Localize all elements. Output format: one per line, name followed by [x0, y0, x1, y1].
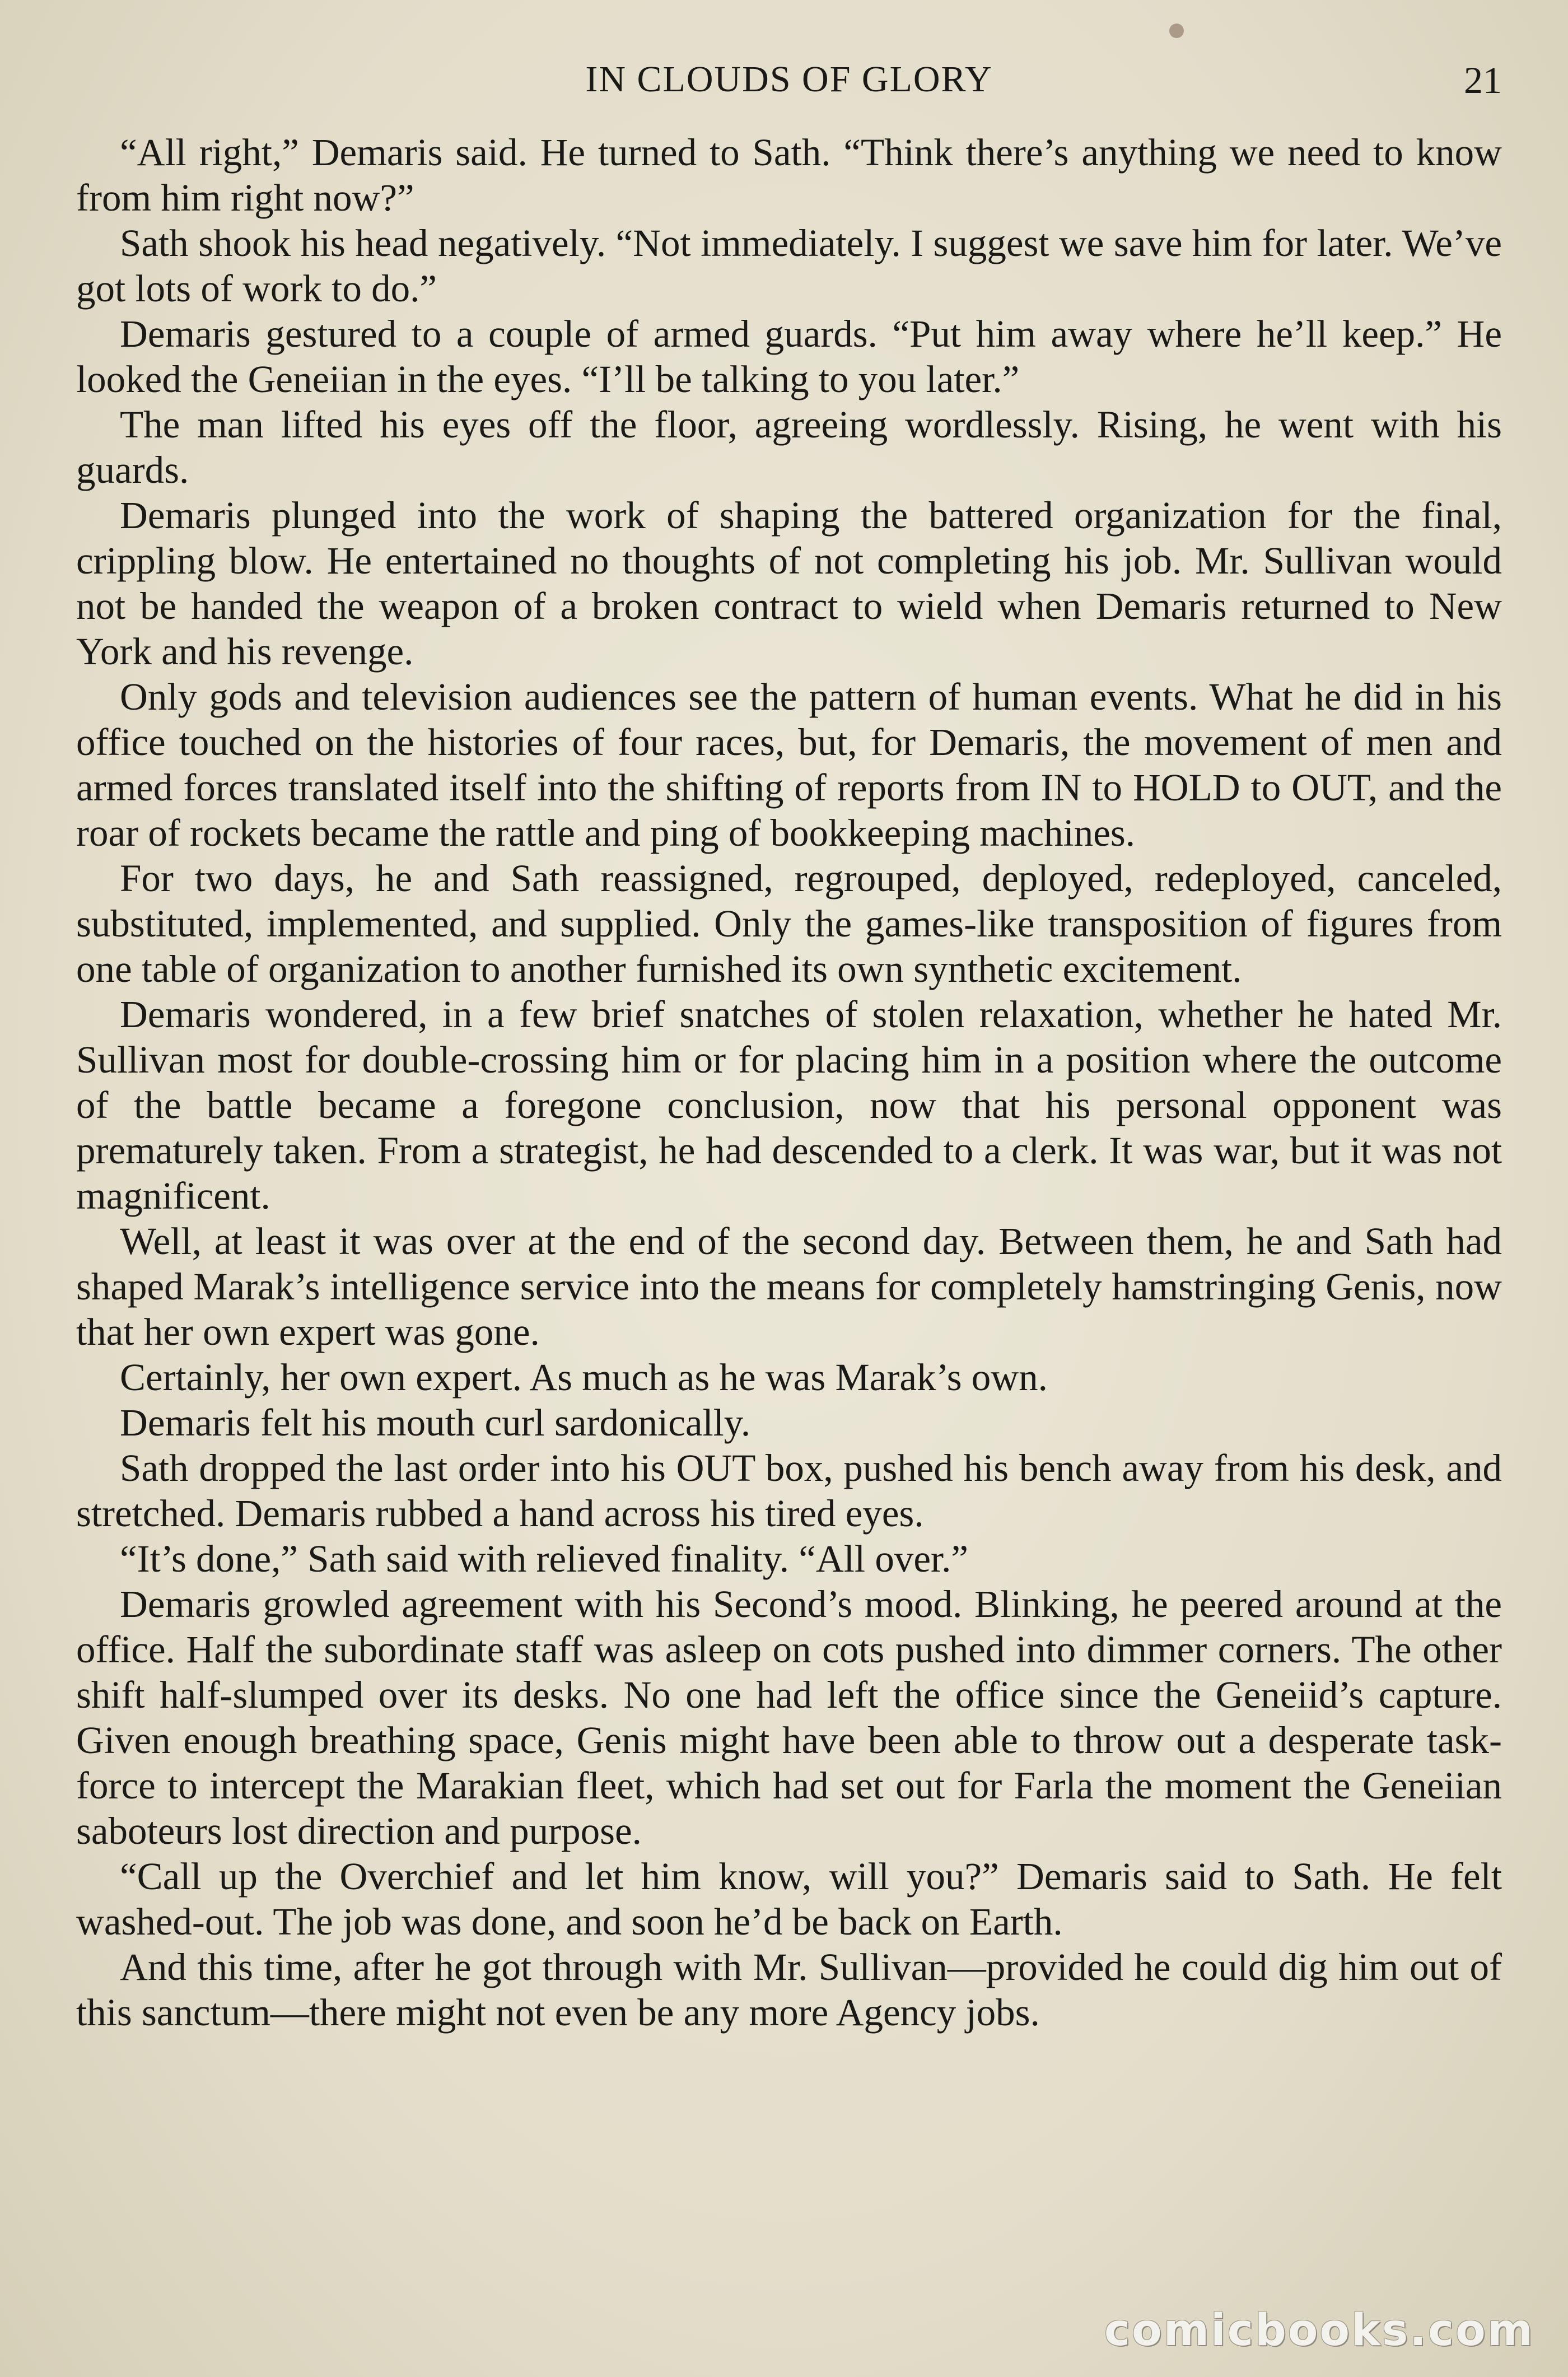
page-header [76, 58, 1502, 109]
body-text [76, 130, 1502, 2035]
paragraph: Demaris plunged into the work of shaping the battered organization for the final, crippling blow. He entertained no thoughts of not completing his job. Mr. Sullivan would not be handed the weapon of a broken contract to wield when Demaris returned to New York and his revenge. [76, 494, 1502, 673]
paragraph: The man lifted his eyes off the floor, agreeing wordlessly. Rising, he went with his guards. [76, 403, 1502, 491]
paragraph: Certainly, her own expert. As much as he was Marak’s own. [120, 1356, 1048, 1399]
paragraph: Demaris wondered, in a few brief snatches of stolen relaxation, whether he hated Mr. Sullivan most for double-crossing him or for placing him in a position where the outcome of the battle became a foregone conclusion, now that his personal opponent was prematurely taken. From a strategist, he had descended to a clerk. It was war, but it was not magnificent. [76, 993, 1502, 1217]
paragraph: Only gods and television audiences see the pattern of human events. What he did in his office touched on the histories of four races, but, for Demaris, the movement of men and armed forces translated itself into the shifting of reports from IN to HOLD to OUT, and the roar of rockets became the rattle and ping of bookkeeping machines. [76, 675, 1502, 854]
running-head: IN CLOUDS OF GLORY [585, 59, 993, 100]
page-number: 21 [1464, 59, 1502, 101]
paper-speck [1169, 24, 1184, 38]
paragraph: For two days, he and Sath reassigned, regrouped, deployed, redeployed, canceled, substituted, implemented, and supplied. Only the games-like transposition of figures from one table of organization to another furnished its own synthetic excitement. [76, 857, 1502, 990]
site-watermark: comicbooks.com [1104, 2305, 1534, 2356]
paragraph: “Call up the Overchief and let him know, will you?” Demaris said to Sath. He felt washed-out. The job was done, and soon he’d be back on Earth. [76, 1855, 1502, 1943]
paragraph: And this time, after he got through with Mr. Sullivan—provided he could dig him out of this sanctum—there might not even be any more Agency jobs. [76, 1946, 1502, 2034]
paragraph: “It’s done,” Sath said with relieved finality. “All over.” [120, 1537, 969, 1580]
paragraph: Well, at least it was over at the end of the second day. Between them, he and Sath had shaped Marak’s intelligence service into the means for completely hamstringing Genis, now that her own expert was gone. [76, 1220, 1502, 1353]
paragraph: Sath shook his head negatively. “Not immediately. I suggest we save him for later. We’ve got lots of work to do.” [76, 222, 1502, 310]
paragraph: Demaris felt his mouth curl sardonically. [120, 1401, 751, 1444]
paragraph: Sath dropped the last order into his OUT box, pushed his bench away from his desk, and stretched. Demaris rubbed a hand across his tired eyes. [76, 1447, 1502, 1535]
paragraph: “All right,” Demaris said. He turned to Sath. “Think there’s anything we need to know from him right now?” [76, 131, 1502, 219]
paragraph: Demaris growled agreement with his Second’s mood. Blinking, he peered around at the office. Half the subordinate staff was asleep on cots pushed into dimmer corners. The other shift half-slumped over its desks. No one had left the office since the Geneiid’s capture. Given enough breathing space, Genis might have been able to throw out a desperate task-force to intercept the Marakian fleet, which had set out for Farla the moment the Geneiian saboteurs lost direction and purpose. [76, 1583, 1502, 1852]
paragraph: Demaris gestured to a couple of armed guards. “Put him away where he’ll keep.” He looked the Geneiian in the eyes. “I’ll be talking to you later.” [76, 313, 1502, 400]
